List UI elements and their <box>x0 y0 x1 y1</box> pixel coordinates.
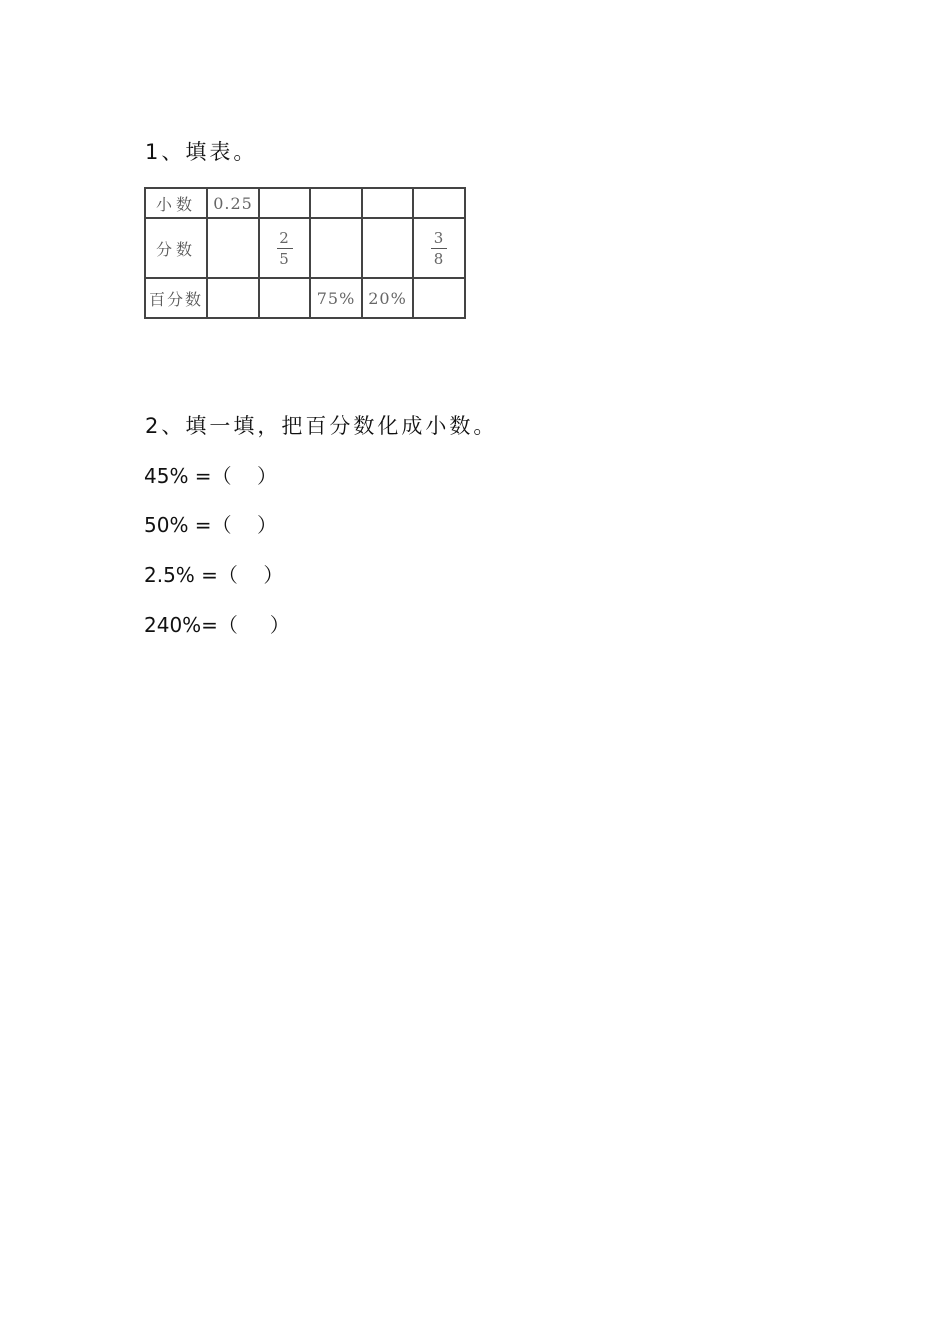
row-header-decimal: 小数 <box>145 188 207 218</box>
fraction-bar <box>431 248 447 249</box>
cell-decimal-5[interactable] <box>413 188 465 218</box>
equation-4[interactable]: 240%=（ ） <box>144 613 290 637</box>
cell-fraction-1[interactable] <box>207 218 259 278</box>
cell-percent-5[interactable] <box>413 278 465 318</box>
fraction-three-eighths <box>431 229 447 268</box>
row-header-fraction: 分数 <box>145 218 207 278</box>
cell-percent-2[interactable] <box>259 278 310 318</box>
equation-2[interactable]: 50% =（ ） <box>144 513 277 537</box>
cell-percent-4: 20% <box>362 278 413 318</box>
equation-1[interactable]: 45% =（ ） <box>144 464 277 488</box>
fraction-bar <box>277 248 293 249</box>
fraction-denominator: 8 <box>433 250 445 268</box>
cell-fraction-2 <box>259 218 310 278</box>
fraction-numerator: 3 <box>433 229 445 247</box>
table-row-fraction <box>145 218 465 278</box>
fraction-two-fifths <box>277 229 293 268</box>
fraction-denominator: 5 <box>279 250 290 268</box>
table-row-percent <box>145 278 465 318</box>
cell-decimal-4[interactable] <box>362 188 413 218</box>
fill-in-table <box>144 187 466 319</box>
question-2-title: 2、填一填，把百分数化成小数。 <box>145 414 498 438</box>
cell-fraction-4[interactable] <box>362 218 413 278</box>
question-1-title: 1、填表。 <box>145 140 258 164</box>
cell-fraction-3[interactable] <box>310 218 362 278</box>
fraction-numerator: 2 <box>279 229 290 247</box>
cell-percent-1[interactable] <box>207 278 259 318</box>
row-header-percent: 百分数 <box>145 278 207 318</box>
cell-decimal-2[interactable] <box>259 188 310 218</box>
cell-decimal-3[interactable] <box>310 188 362 218</box>
equation-3[interactable]: 2.5% =（ ） <box>144 563 284 587</box>
cell-decimal-1[interactable]: 0.25 <box>207 188 259 218</box>
cell-fraction-5 <box>413 218 465 278</box>
table-row-decimal <box>145 188 465 218</box>
cell-percent-3: 75% <box>310 278 362 318</box>
